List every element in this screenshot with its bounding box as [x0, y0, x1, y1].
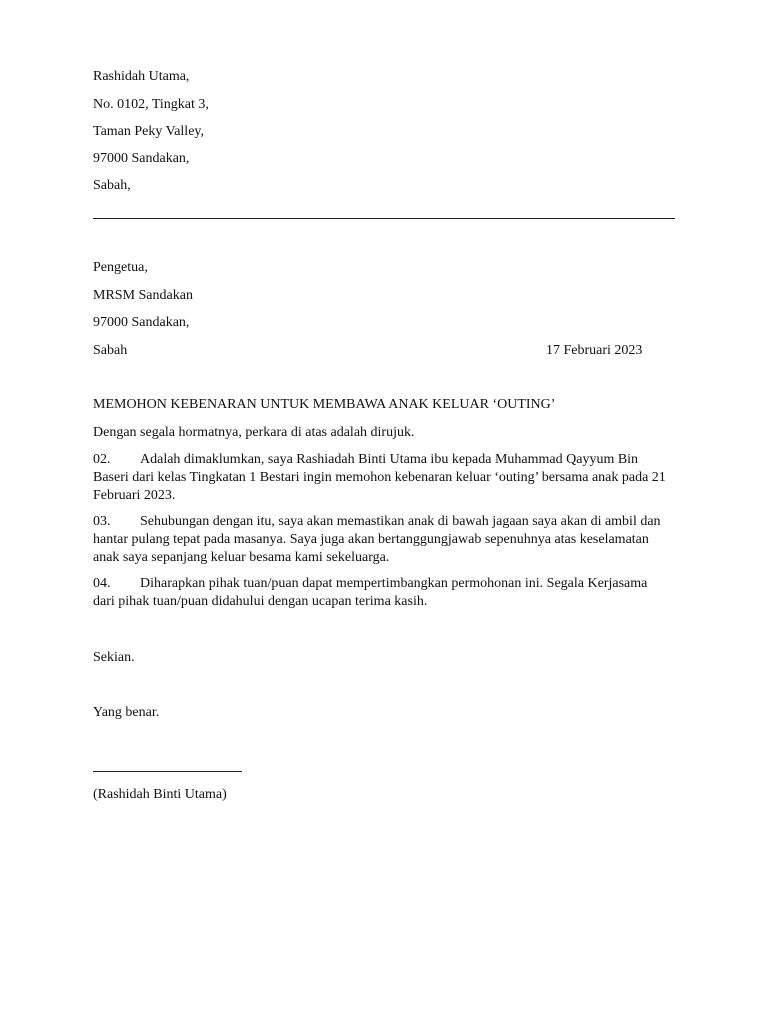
paragraph-line: Diharapkan pihak tuan/puan dapat mempertimbangkan permohonan ini. Segala Kerjasama [140, 576, 648, 591]
paragraph-number: 02. [93, 452, 111, 467]
paragraph-line: Februari 2023. [93, 488, 176, 503]
paragraph-line: hantar pulang tepat pada masanya. Saya juga akan bertanggungjawab sepenuhnya atas keselamatan [93, 532, 649, 547]
letter-subject: MEMOHON KEBENARAN UNTUK MEMBAWA ANAK KELUAR ‘OUTING’ [93, 397, 556, 412]
signatory-name: (Rashidah Binti Utama) [93, 787, 227, 802]
recipient-title: Pengetua, [93, 260, 148, 275]
paragraph-number: 04. [93, 576, 111, 591]
letter-sign-off: Yang benar. [93, 705, 160, 720]
paragraph-line: Adalah dimaklumkan, saya Rashiadah Binti Utama ibu kepada Muhammad Qayyum Bin [140, 452, 639, 467]
sender-address-line-1: No. 0102, Tingkat 3, [93, 97, 209, 112]
sender-address-line-3: 97000 Sandakan, [93, 151, 190, 166]
paragraph-line: Baseri dari kelas Tingkatan 1 Bestari ingin memohon kebenaran keluar ‘outing’ bersama anak pada 21 [93, 470, 666, 485]
recipient-address-line-2: Sabah [93, 343, 128, 358]
signature-line [93, 771, 242, 772]
paragraph-line: anak saya sepanjang keluar besama kami sekeluarga. [93, 550, 390, 565]
sender-address-line-4: Sabah, [93, 178, 131, 193]
letter-closing: Sekian. [93, 650, 135, 665]
paragraph-line: dari pihak tuan/puan didahului dengan ucapan terima kasih. [93, 594, 428, 609]
letter-greeting: Dengan segala hormatnya, perkara di atas adalah dirujuk. [93, 425, 415, 440]
letter-date: 17 Februari 2023 [546, 343, 643, 358]
sender-address-line-2: Taman Peky Valley, [93, 124, 204, 139]
recipient-address-line-1: 97000 Sandakan, [93, 315, 190, 330]
sender-name: Rashidah Utama, [93, 69, 190, 84]
paragraph-line: Sehubungan dengan itu, saya akan memastikan anak di bawah jagaan saya akan di ambil dan [140, 514, 661, 529]
paragraph-02 [93, 451, 683, 505]
header-divider [93, 218, 675, 219]
paragraph-03 [93, 513, 683, 567]
paragraph-04 [93, 575, 683, 611]
paragraph-number: 03. [93, 514, 111, 529]
recipient-school: MRSM Sandakan [93, 288, 193, 303]
